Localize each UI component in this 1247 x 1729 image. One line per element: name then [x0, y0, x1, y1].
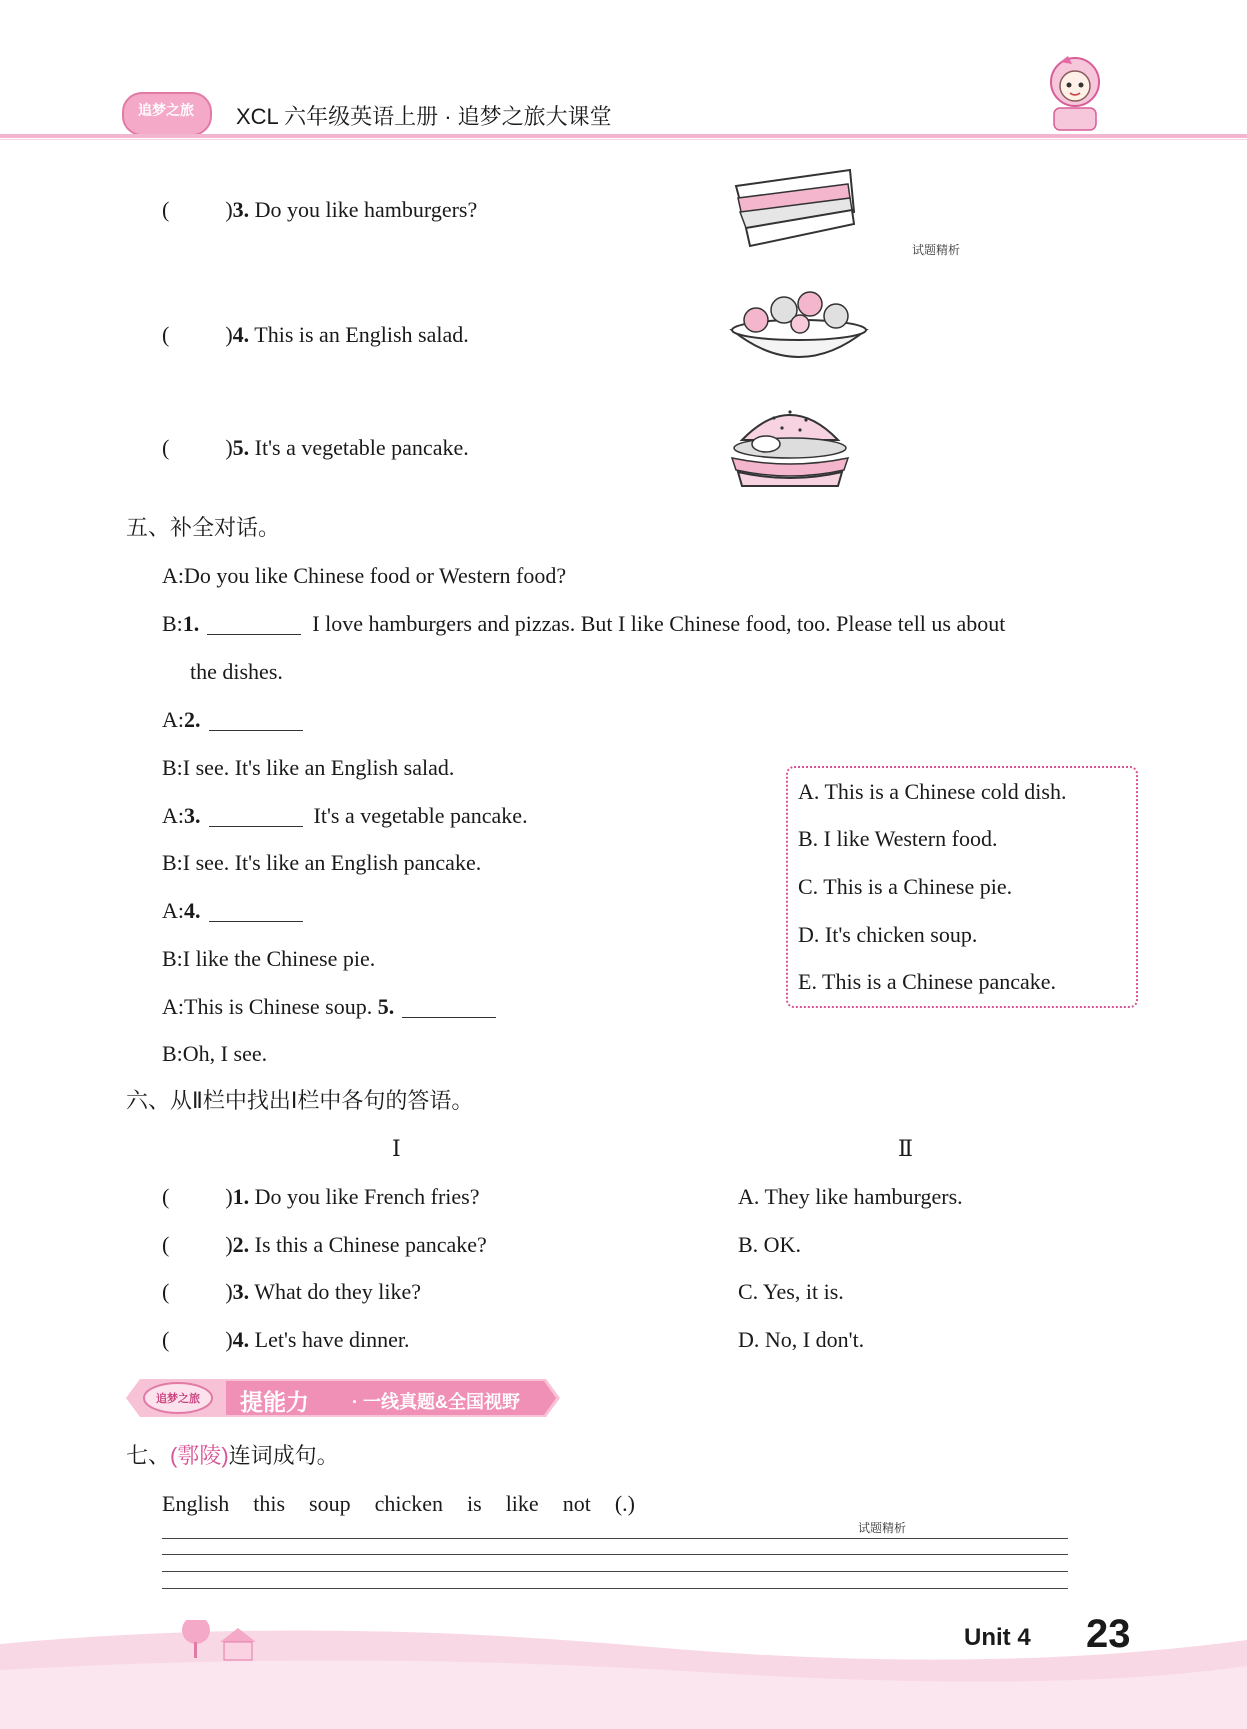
section-heading: 六、从Ⅱ栏中找出Ⅰ栏中各句的答语。: [126, 1088, 474, 1113]
option-item: D. It's chicken soup.: [798, 922, 978, 947]
banner-logo-text: 追梦之旅: [156, 1393, 200, 1405]
matching-item: ( )4. Let's have dinner.: [162, 1327, 410, 1352]
dialogue-line: A:2.: [162, 706, 303, 734]
logo-text: 追梦之旅: [138, 102, 194, 118]
dialogue-line: the dishes.: [190, 659, 283, 684]
section-heading: 五、补全对话。: [126, 515, 281, 540]
sandwich-icon: [728, 168, 858, 252]
stamp-label: 试题精析: [858, 1521, 907, 1535]
cartoon-girl-icon: [1040, 52, 1110, 134]
matching-item: ( )3. What do they like?: [162, 1279, 422, 1304]
header-divider: [0, 134, 1247, 138]
matching-item: ( )1. Do you like French fries?: [162, 1184, 480, 1209]
dialogue-line: B:I see. It's like an English salad.: [162, 755, 455, 780]
option-item: B. I like Western food.: [798, 826, 998, 851]
option-item: A. This is a Chinese cold dish.: [798, 779, 1067, 804]
unit-label: Unit 4: [964, 1624, 1031, 1651]
answer-option: D. No, I don't.: [738, 1327, 865, 1352]
list-item: ( )3. Do you like hamburgers?: [162, 197, 478, 222]
answer-line[interactable]: [162, 1588, 1068, 1589]
answer-option: B. OK.: [738, 1232, 801, 1257]
answer-blank[interactable]: [209, 708, 303, 731]
header-divider-thin: [0, 139, 1247, 140]
section-heading: 七、(鄠陵)连词成句。: [126, 1443, 339, 1468]
dialogue-line: B:1. I love hamburgers and pizzas. But I like Chinese food, too. Please tell us about: [162, 611, 1006, 636]
answer-option: A. They like hamburgers.: [738, 1184, 963, 1209]
answer-blank[interactable]: [209, 899, 303, 922]
salad-bowl-icon: [726, 288, 872, 380]
dialogue-line: A:Do you like Chinese food or Western food?: [162, 563, 567, 588]
page-header-title: XCL 六年级英语上册 · 追梦之旅大课堂: [236, 104, 612, 129]
banner-subtitle: · 一线真题&全国视野: [352, 1392, 520, 1412]
option-item: C. This is a Chinese pie.: [798, 874, 1013, 899]
burger-icon: [726, 400, 856, 492]
page-number: 23: [1086, 1612, 1131, 1656]
answer-blank[interactable]: [402, 995, 496, 1018]
answer-line[interactable]: [162, 1554, 1068, 1555]
list-item: ( )4. This is an English salad.: [162, 322, 469, 347]
answer-blank[interactable]: [207, 612, 301, 635]
answer-line[interactable]: [162, 1538, 1068, 1539]
dialogue-line: A:3. It's a vegetable pancake.: [162, 803, 528, 828]
word-bank: English this soup chicken is like not (.): [162, 1491, 635, 1516]
answer-line[interactable]: [162, 1571, 1068, 1572]
dialogue-line: B:I like the Chinese pie.: [162, 946, 376, 971]
dialogue-line: B:I see. It's like an English pancake.: [162, 850, 482, 875]
dialogue-line: A:4.: [162, 897, 303, 925]
answer-option: C. Yes, it is.: [738, 1279, 844, 1304]
column-header-2: Ⅱ: [898, 1136, 913, 1161]
footer-wave: [0, 1620, 1247, 1729]
region-tag: (鄠陵): [170, 1443, 229, 1468]
answer-blank[interactable]: [209, 804, 303, 827]
stamp-label: 试题精析: [912, 243, 961, 257]
dialogue-line: B:Oh, I see.: [162, 1041, 268, 1066]
dialogue-line: A:This is Chinese soup. 5.: [162, 993, 496, 1021]
banner-title: 提能力: [240, 1389, 309, 1415]
list-item: ( )5. It's a vegetable pancake.: [162, 435, 469, 460]
option-item: E. This is a Chinese pancake.: [798, 969, 1057, 994]
matching-item: ( )2. Is this a Chinese pancake?: [162, 1232, 487, 1257]
column-header-1: Ⅰ: [392, 1136, 401, 1161]
